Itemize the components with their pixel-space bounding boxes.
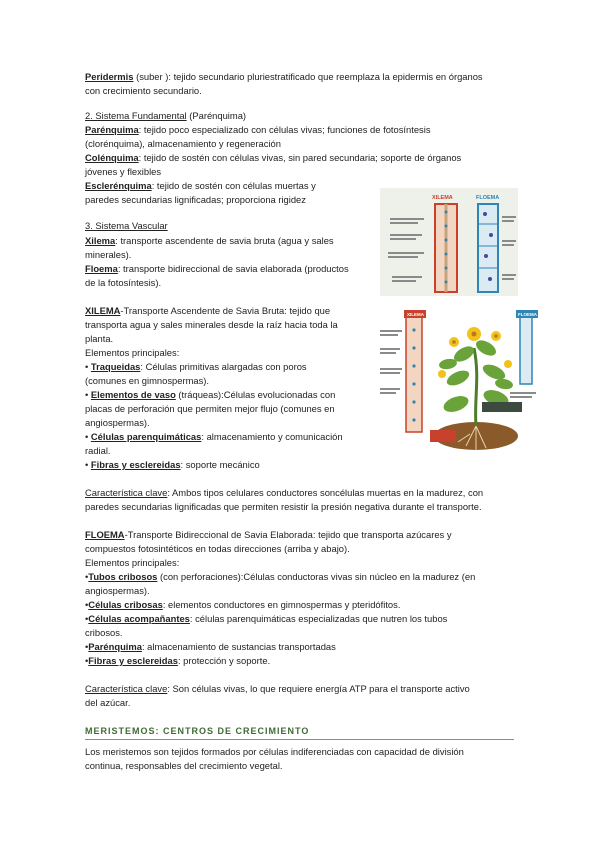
floema-def-line-2: de la fotosíntesis). bbox=[85, 277, 162, 288]
meristemos-line-1: Los meristemos son tejidos formados por células indiferenciadas con capacidad de división bbox=[85, 746, 464, 757]
peridermis-term: Peridermis bbox=[85, 71, 134, 82]
vascular-tissue-illustration bbox=[380, 188, 518, 296]
acompanantes-line-2: cribosos. bbox=[85, 627, 123, 638]
xilema-def-line-1: Xilema: transporte ascendente de savia bruta (agua y sales bbox=[85, 235, 334, 246]
floema-clave-line-1: Característica clave: Son células vivas, lo que requiere energía ATP para el transporte activo bbox=[85, 683, 470, 694]
meristemos-heading: MERISTEMOS: CENTROS DE CRECIMIENTO bbox=[85, 726, 310, 736]
parenquimaticas-line-2: radial. bbox=[85, 445, 111, 456]
fundamental-title: 2. Sistema Fundamental (Parénquima) bbox=[85, 110, 247, 121]
peridermis-line-1: Peridermis (suber ): tejido secundario pluriestratificado que reemplaza la epidermis en órganos bbox=[85, 71, 483, 82]
xilema-title-line: XILEMA-Transporte Ascendente de Savia Bruta: tejido que bbox=[85, 305, 331, 316]
plant-transport-figure bbox=[378, 308, 538, 456]
section-divider bbox=[85, 739, 514, 740]
parenquimaticas-line-1: • Células parenquimáticas: almacenamiento y comunicación bbox=[85, 431, 343, 442]
floema-line-2: compuestos fotosintéticos en todas direcciones (arriba y abajo). bbox=[85, 543, 350, 554]
floema-title-line: FLOEMA-Transporte Bidireccional de Savia Elaborada: tejido que transporta azúcares y bbox=[85, 529, 452, 540]
traqueidas-line-1: • Traqueidas: Células primitivas alargadas con poros bbox=[85, 361, 307, 372]
xilema-elements-label: Elementos principales: bbox=[85, 347, 180, 358]
xilema-def-line-2: minerales). bbox=[85, 249, 132, 260]
esclerenquima-line-2: paredes secundarias lignificadas; proporciona rigidez bbox=[85, 194, 306, 205]
phloem-column-shape bbox=[520, 314, 532, 384]
colenquima-line-1: Colénquima: tejido de sostén con células vivas, sin pared secundaria; soporte de órganos bbox=[85, 152, 462, 163]
xilema-clave-line-2: paredes secundarias lignificadas que permiten resistir la presión negativa durante el transporte. bbox=[85, 501, 482, 512]
tubos-line-1: •Tubos cribosos (con perforaciones):Células conductoras vivas sin núcleo en la madurez (en bbox=[85, 571, 476, 582]
parenquima-line-2: (clorénquima), almacenamiento y regeneración bbox=[85, 138, 281, 149]
colenquima-line-2: jóvenes y flexibles bbox=[85, 166, 162, 177]
figure2-xilema-label: XILEMA bbox=[407, 312, 425, 317]
parenquima-line-1: Parénquima: tejido poco especializado con células vivas; funciones de fotosíntesis bbox=[85, 124, 431, 135]
peridermis-line-2: con crecimiento secundario. bbox=[85, 85, 202, 96]
root-label-box bbox=[430, 430, 456, 442]
tubos-line-2: angiospermas). bbox=[85, 585, 150, 596]
xilema-fibras-line: • Fibras y esclereidas: soporte mecánico bbox=[85, 459, 260, 470]
vascular-label-banner bbox=[482, 402, 522, 412]
phloem-tube-shape bbox=[478, 204, 498, 292]
xilema-line-2: transporta agua y sales minerales desde la raíz hacia toda la bbox=[85, 319, 338, 330]
vascular-tissue-figure bbox=[380, 188, 518, 296]
esclerenquima-line-1: Esclerénquima: tejido de sostén con células muertas y bbox=[85, 180, 316, 191]
floema-parenquima-line: •Parénquima: almacenamiento de sustancias transportadas bbox=[85, 641, 336, 652]
floema-fibras-line: •Fibras y esclereidas: protección y soporte. bbox=[85, 655, 271, 666]
meristemos-line-2: continua, responsables del crecimiento vegetal. bbox=[85, 760, 283, 771]
figure1-xilema-label: XILEMA bbox=[432, 195, 453, 201]
figure1-floema-label: FLOEMA bbox=[476, 195, 500, 201]
figure2-floema-label: FLOEMA bbox=[518, 312, 537, 317]
vaso-line-2: placas de perforación que permiten mejor flujo (comunes en bbox=[85, 403, 335, 414]
vaso-line-3: angiospermas). bbox=[85, 417, 150, 428]
floema-def-line-1: Floema: transporte bidireccional de savia elaborada (productos bbox=[85, 263, 349, 274]
xylem-column-shape bbox=[406, 314, 422, 432]
plant-transport-illustration bbox=[378, 308, 538, 456]
cribosas-line: •Células cribosas: elementos conductores en gimnospermas y pteridófitos. bbox=[85, 599, 401, 610]
plant-stem-shape bbox=[474, 348, 477, 426]
floema-elements-label: Elementos principales: bbox=[85, 557, 180, 568]
xilema-line-3: planta. bbox=[85, 333, 114, 344]
traqueidas-line-2: (comunes en gimnospermas). bbox=[85, 375, 210, 386]
vaso-line-1: • Elementos de vaso (tráqueas):Células evolucionadas con bbox=[85, 389, 336, 400]
acompanantes-line-1: •Células acompañantes: células parenquimáticas especializadas que nutren los tubos bbox=[85, 613, 448, 624]
floema-clave-line-2: del azúcar. bbox=[85, 697, 131, 708]
vascular-title: 3. Sistema Vascular bbox=[85, 220, 168, 231]
xilema-clave-line-1: Característica clave: Ambos tipos celulares conductores soncélulas muertas en la madurez, con bbox=[85, 487, 484, 498]
